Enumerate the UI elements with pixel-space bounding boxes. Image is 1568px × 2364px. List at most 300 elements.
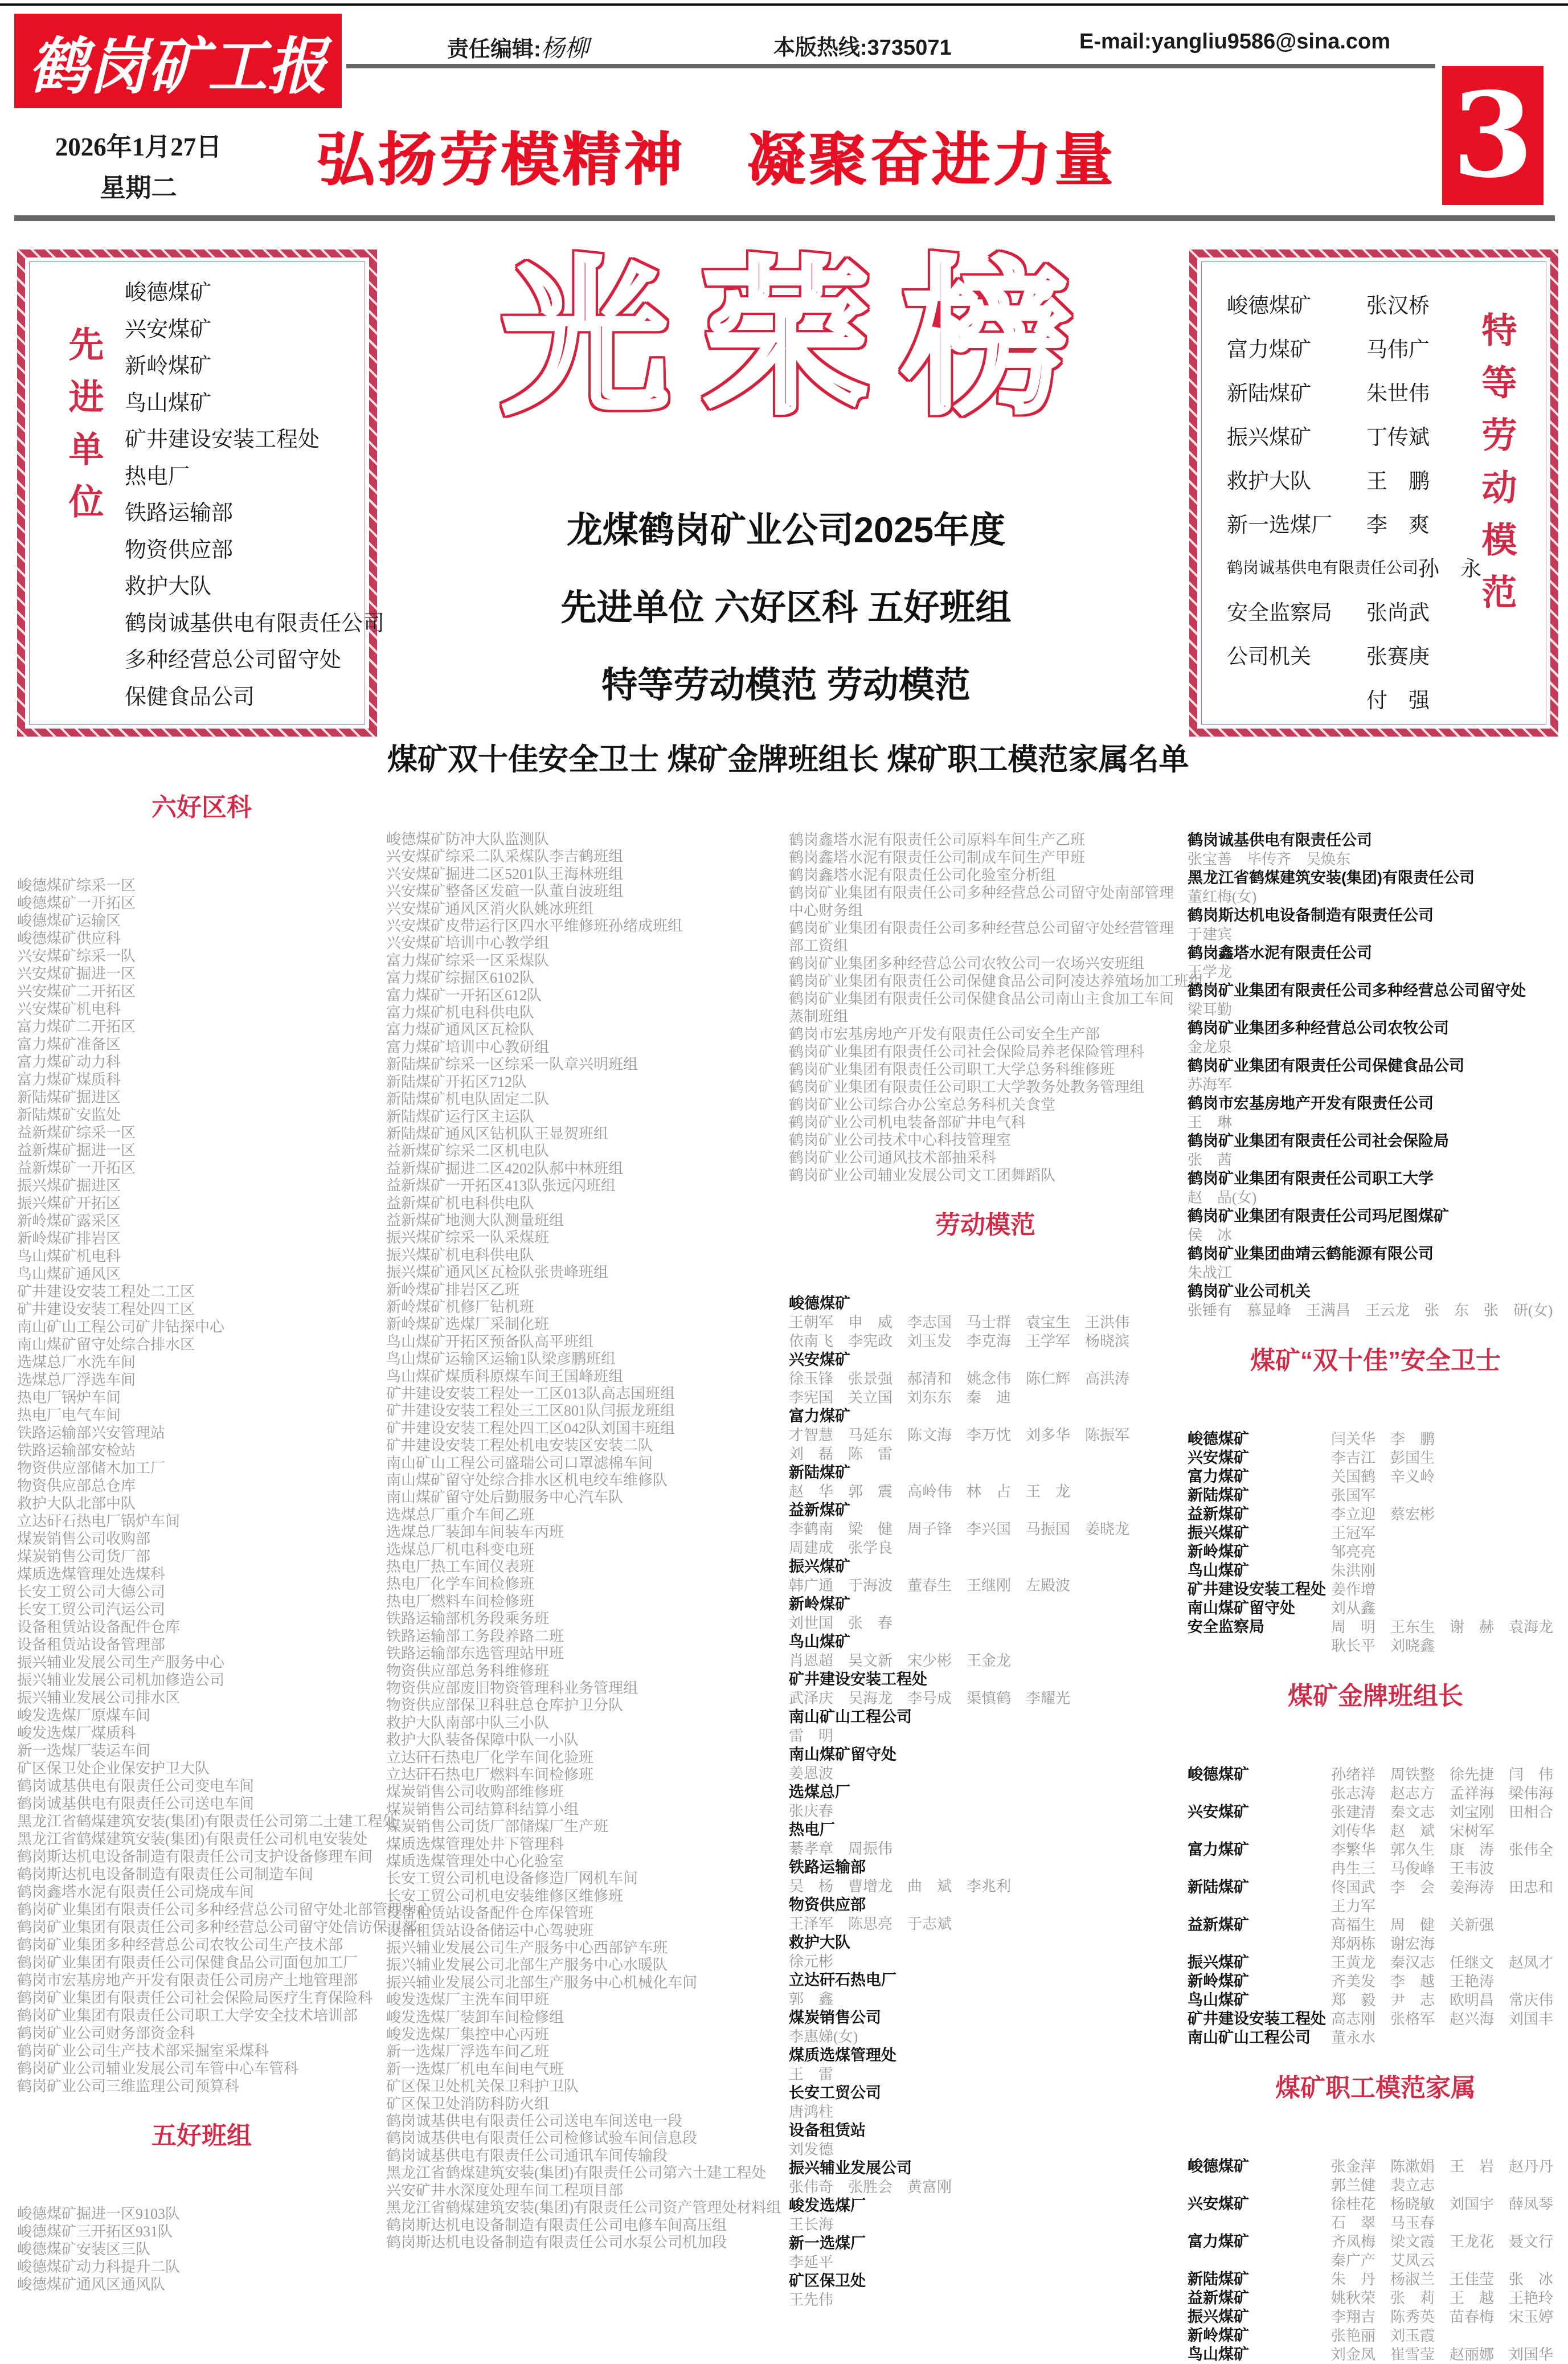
- line-text: 张宝善 毕传齐 吴焕东: [1188, 851, 1351, 868]
- line-text: 长安工贸公司汽运公司: [17, 1601, 166, 1618]
- line-text: 矿区保卫处企业保安护卫大队: [17, 1760, 210, 1777]
- list-line: [386, 1229, 785, 1246]
- line-text: 鸟山煤矿: [789, 1633, 850, 1650]
- unit-name: 振兴煤矿: [1227, 426, 1311, 449]
- list-line: [17, 1512, 386, 1530]
- list-line: [789, 902, 1182, 919]
- line-text: 煤炭销售公司货厂部: [17, 1548, 151, 1565]
- line-text: 振兴煤矿通风区瓦检队张贵峰班组: [386, 1264, 609, 1281]
- list-line: [789, 1482, 1182, 1501]
- advanced-units-box: [17, 250, 385, 737]
- line-text: 冉生三 马俊峰 王韦波: [1331, 1860, 1495, 1877]
- line-text: 振兴辅业发展公司机加修造公司: [17, 1672, 225, 1688]
- line-text: 富力煤矿通风区瓦检队: [386, 1021, 535, 1038]
- line-text: 董永水: [1331, 2030, 1376, 2046]
- list-line: [17, 2258, 386, 2276]
- list-line: [17, 1195, 386, 1212]
- list-line: [386, 883, 785, 900]
- list-line: [386, 1610, 785, 1627]
- line-text: 振兴辅业发展公司生产服务中心: [17, 1654, 225, 1671]
- line-text: 新岭煤矿露采区: [17, 1213, 121, 1229]
- line-text: 鸟山煤矿开拓区预备队高平班组: [386, 1333, 594, 1350]
- person-name: 丁传斌: [1366, 426, 1430, 449]
- list-line: [386, 1021, 785, 1038]
- line-text: 朱战江: [1188, 1265, 1233, 1281]
- line-text: 兴安煤矿掘进二区5201队王海林班组: [386, 865, 624, 882]
- line-text: 鹤岗矿业集团曲靖云鹤能源有限公司: [1188, 1245, 1434, 1262]
- advanced-unit-item: 鸟山煤矿: [125, 391, 212, 415]
- list-line: [386, 1472, 785, 1489]
- line-text: 才智慧 马延东 陈文海 李万忱 刘多华 陈振军: [789, 1427, 1130, 1443]
- line-text: 兴安煤矿通风区消火队姚冰班组: [386, 900, 594, 917]
- line-text: 富力煤矿一开拓区612队: [386, 987, 542, 1004]
- list-line: [789, 2084, 1182, 2103]
- unit-name: 峻德煤矿: [1227, 294, 1311, 318]
- list-line: [1188, 1038, 1563, 1057]
- unit-name: 矿井建设安装工程处: [1188, 2010, 1326, 2027]
- line-text: 五好班组: [152, 2122, 252, 2150]
- list-line: [386, 2113, 785, 2130]
- list-line: [789, 1407, 1182, 1426]
- line-text: 鸟山煤矿机电科: [17, 1248, 121, 1265]
- list-line: [1188, 1524, 1563, 1543]
- list-line: [386, 1437, 785, 1454]
- list-line: [17, 2077, 386, 2095]
- special-model-row: [1227, 588, 1477, 632]
- list-line: [386, 1663, 785, 1680]
- list-line: [789, 1839, 1182, 1858]
- list-line: [1188, 1934, 1563, 1953]
- list-line: [1188, 1132, 1563, 1151]
- list-line: [386, 1177, 785, 1195]
- list-line: [789, 1539, 1182, 1557]
- list-line: [17, 1919, 417, 1936]
- unit-name: 安全监察局: [1227, 601, 1332, 625]
- list-line: [789, 1802, 1182, 1821]
- line-text: 兴安煤矿培训中心教学组: [386, 935, 550, 952]
- list-line: [386, 1316, 785, 1333]
- list-line: [386, 970, 785, 987]
- line-text: 立达矸石热电厂化学车间化验班: [386, 1749, 594, 1766]
- list-line: [386, 1818, 785, 1835]
- list-line: [17, 1106, 386, 1124]
- line-text: 兴安矿井水深度处理车间工程项目部: [386, 2182, 624, 2199]
- list-line: [1188, 850, 1563, 869]
- line-text: 邹亮亮: [1331, 1544, 1376, 1560]
- column-1: [17, 767, 432, 2293]
- line-text: 矿井建设安装工程处三工区801队闫振龙班组: [386, 1402, 675, 1420]
- line-text: 长安工贸公司机电设备修造厂网机车间: [386, 1870, 638, 1887]
- list-line: [386, 2199, 785, 2216]
- special-model-workers-list: [1227, 281, 1482, 720]
- list-line: [1188, 869, 1563, 887]
- list-line: [1188, 1972, 1563, 1991]
- list-line: [17, 1142, 386, 1159]
- line-text: 峻发选煤厂原煤车间: [17, 1707, 151, 1724]
- list-line: [17, 1283, 386, 1300]
- line-text: 赵 晶(女): [1188, 1189, 1257, 1206]
- list-line: [386, 1593, 785, 1610]
- line-text: 峻德煤矿综采一区: [17, 877, 136, 894]
- subtitle-categories-1: 先进单位 六好区科 五好班组: [560, 588, 1012, 628]
- line-text: 张伟奇 张胜会 黄富刚: [789, 2179, 952, 2195]
- glory-roll-title: 光荣榜: [502, 242, 1104, 436]
- masthead-title: 鹤岗矿工报: [28, 30, 327, 103]
- list-line: [17, 1424, 386, 1442]
- line-text: 振兴煤矿综采一队采煤班: [386, 1229, 550, 1246]
- line-text: 韩广通 于海波 董春生 王继刚 左殿波: [789, 1577, 1071, 1594]
- unit-name: 峻德煤矿: [1188, 2158, 1249, 2175]
- line-text: 鹤岗诚基供电有限责任公司送电车间: [17, 1796, 255, 1812]
- list-line: [17, 1000, 386, 1018]
- list-line: [17, 1689, 386, 1707]
- line-text: 南山煤矿留守处综合排水区机电绞车维修队: [386, 1472, 668, 1489]
- line-text: 新岭煤矿排岩区: [17, 1230, 121, 1247]
- special-model-workers-box: [1189, 250, 1558, 737]
- list-line: [789, 1689, 1182, 1708]
- line-text: 南山矿山工程公司矿井钻探中心: [17, 1319, 225, 1335]
- list-line: [386, 1628, 785, 1645]
- line-text: 新陆煤矿运行区主运队: [386, 1108, 535, 1125]
- line-text: 侯 冰: [1188, 1227, 1233, 1244]
- list-line: [386, 2165, 785, 2182]
- line-text: 峻发选煤厂: [789, 2197, 866, 2214]
- line-text: 鹤岗矿业公司财务部资金科: [17, 2025, 195, 2042]
- line-text: 鹤岗矿业公司通风技术部抽采科: [789, 1150, 997, 1166]
- list-line: [386, 1385, 785, 1402]
- list-line: [789, 2140, 1182, 2159]
- list-line: [386, 1923, 785, 1940]
- list-line: [789, 1114, 1182, 1131]
- list-line: [17, 1212, 386, 1230]
- list-line: [789, 849, 1182, 866]
- line-text: 振兴煤矿掘进区: [17, 1177, 121, 1194]
- list-line: [789, 2159, 1182, 2178]
- line-text: 徐元彬: [789, 1953, 834, 1970]
- line-text: 苏海军: [1188, 1077, 1233, 1093]
- line-text: 新陆煤矿开拓区712队: [386, 1073, 527, 1090]
- line-text: 鹤岗市宏基房地产开发有限责任公司: [1188, 1095, 1434, 1112]
- list-line: [17, 1265, 386, 1283]
- list-line: [386, 1784, 785, 1801]
- line-text: 黑龙江省鹤煤建筑安装(集团)有限责任公司第六土建工程处: [386, 2165, 767, 2182]
- line-text: 煤炭销售公司: [789, 2009, 881, 2026]
- list-line: [789, 1167, 1182, 1184]
- list-line: [789, 1764, 1182, 1783]
- line-text: 立达矸石热电厂: [789, 1972, 896, 1989]
- line-text: 救护大队北部中队: [17, 1495, 136, 1512]
- line-text: 李翔吉 陈秀英 苗春梅 宋玉婷: [1331, 2309, 1554, 2325]
- line-text: 兴安煤矿整备区发碹一队董自波班组: [386, 883, 624, 900]
- date-block: [33, 126, 244, 208]
- list-line: [789, 1821, 1182, 1839]
- list-line: [17, 1654, 386, 1671]
- line-text: 王 琳: [1188, 1114, 1233, 1131]
- line-text: 物资供应部废旧物资管理科业务管理组: [386, 1679, 638, 1696]
- line-text: 振兴辅业发展公司生产服务中心西部铲车班: [386, 1940, 668, 1956]
- line-text: 矿井建设安装工程处: [789, 1671, 927, 1688]
- line-text: 王长海: [789, 2216, 834, 2233]
- line-text: 铁路运输部安检站: [17, 1442, 136, 1459]
- person-name: 王 鹏: [1366, 469, 1430, 493]
- line-text: 物资供应部保卫科驻总仓库护卫分队: [386, 1697, 624, 1714]
- list-line: [17, 1071, 386, 1089]
- list-line: [1188, 1803, 1563, 1822]
- line-text: 益新煤矿掘进一区: [17, 1142, 136, 1159]
- line-text: 鹤岗鑫塔水泥有限责任公司制成车间生产甲班: [789, 849, 1086, 866]
- line-text: 长安工贸公司大德公司: [17, 1584, 166, 1600]
- list-line: [17, 894, 386, 912]
- line-text: 南山煤矿留守处后勤服务中心汽车队: [386, 1489, 624, 1506]
- list-line: [789, 1078, 1182, 1096]
- list-line: [17, 912, 386, 930]
- list-line: [789, 2197, 1182, 2215]
- list-line: [1188, 1580, 1563, 1599]
- list-line: [789, 1210, 1182, 1240]
- list-line: [1188, 2073, 1563, 2103]
- list-line: [1188, 1599, 1563, 1618]
- list-line: [386, 2009, 785, 2026]
- list-line: [789, 1614, 1182, 1633]
- list-line: [386, 935, 785, 952]
- list-line: [386, 1853, 785, 1870]
- column-3: [789, 831, 1204, 2309]
- list-line: [789, 2046, 1182, 2065]
- line-text: 煤质选煤管理处: [789, 2047, 896, 2064]
- line-text: 热电厂燃料车间检修班: [386, 1593, 535, 1610]
- list-line: [386, 1004, 785, 1021]
- line-text: 王冠军: [1331, 1525, 1376, 1541]
- line-text: 煤矿“双十佳”安全卫士: [1250, 1347, 1501, 1375]
- list-line: [17, 1230, 386, 1248]
- line-text: 峻德煤矿一开拓区: [17, 895, 136, 911]
- line-text: 郑炳栋 谢宏海: [1331, 1936, 1435, 1952]
- line-text: 新陆煤矿安监处: [17, 1107, 121, 1123]
- list-line: [789, 1651, 1182, 1670]
- list-line: [789, 937, 1182, 955]
- list-line: [789, 1061, 1182, 1078]
- list-line: [17, 1124, 386, 1142]
- list-line: [17, 2060, 386, 2077]
- list-line: [789, 1043, 1182, 1061]
- list-line: [1188, 1188, 1563, 1207]
- list-line: [789, 1745, 1182, 1764]
- line-text: 选煤总厂机电科变电班: [386, 1541, 535, 1558]
- list-line: [1188, 1094, 1563, 1113]
- list-line: [17, 983, 386, 1000]
- line-text: 李立迎 蔡宏彬: [1331, 1506, 1435, 1523]
- line-text: 南山矿山工程公司盛瑞公司口罩滤棉车间: [386, 1454, 653, 1471]
- list-line: [386, 2026, 785, 2043]
- list-line: [17, 1583, 386, 1601]
- list-line: [386, 2217, 785, 2234]
- special-model-row: [1227, 413, 1477, 457]
- advanced-unit-item: 多种经营总公司留守处: [125, 648, 342, 672]
- list-line: [789, 955, 1182, 972]
- line-text: 峻德煤矿防冲大队监测队: [386, 831, 550, 848]
- line-text: 郭 鑫: [789, 1991, 834, 2007]
- title-block: [387, 242, 1189, 779]
- line-text: 鹤岗矿业集团有限责任公司保健食品公司阿凌达养殖场加工班组: [789, 973, 1204, 989]
- list-line: [789, 866, 1182, 884]
- line-text: 设备租赁站设备配件仓库: [17, 1619, 181, 1635]
- line-text: 金龙泉: [1188, 1039, 1233, 1056]
- line-text: 煤质选煤管理处选煤科: [17, 1566, 166, 1582]
- line-text: 鹤岗鑫塔水泥有限责任公司: [1188, 944, 1372, 962]
- list-line: [789, 831, 1182, 849]
- line-text: 徐桂花 杨晓敏 刘国宇 薛凤琴: [1331, 2196, 1554, 2212]
- list-line: [17, 1406, 386, 1424]
- list-line: [1188, 1822, 1563, 1841]
- line-text: 石 翠 马玉春: [1331, 2215, 1435, 2231]
- line-text: 铁路运输部机务段乘务班: [386, 1610, 550, 1627]
- line-text: 郭兰健 裴立志: [1331, 2177, 1435, 2194]
- list-line: [386, 2130, 785, 2147]
- list-line: [386, 1524, 785, 1541]
- list-line: [386, 1870, 785, 1887]
- line-text: 长安工贸公司机电安装维修区维修班: [386, 1887, 624, 1904]
- line-text: 鹤岗诚基供电有限责任公司检修试验车间信息段: [386, 2130, 698, 2147]
- list-line: [1188, 2232, 1563, 2251]
- list-line: [17, 1353, 386, 1371]
- line-text: 富力煤矿机电科供电队: [386, 1004, 535, 1021]
- line-text: 兴安煤矿综采二队采煤队李吉鹤班组: [386, 848, 624, 865]
- line-text: 鹤岗矿业集团有限责任公司玛尼图煤矿: [1188, 1208, 1449, 1225]
- list-line: [789, 1727, 1182, 1745]
- line-text: 李繁华 郭久生 康 涛 张伟全: [1331, 1842, 1554, 1858]
- list-line: [789, 1858, 1182, 1877]
- list-line: [789, 1149, 1182, 1167]
- email: E-mail:yangliu9586@sina.com: [1079, 30, 1391, 54]
- list-line: [386, 1247, 785, 1264]
- page-number: 3: [1452, 67, 1534, 204]
- list-line: [1188, 1467, 1563, 1486]
- line-text: 立达矸石热电厂锅炉车间: [17, 1513, 181, 1529]
- list-line: [17, 2007, 386, 2024]
- date-line: 2026年1月27日: [55, 133, 222, 161]
- line-text: 周建成 张学良: [789, 1540, 893, 1556]
- advanced-unit-item: 铁路运输部: [125, 501, 234, 525]
- list-line: [386, 1836, 785, 1853]
- list-line: [17, 1442, 386, 1459]
- line-text: 周 明 王东生 谢 赫 袁海龙: [1331, 1619, 1554, 1635]
- list-line: [789, 990, 1182, 1008]
- list-line: [789, 2253, 1182, 2272]
- list-line: [1188, 1019, 1563, 1038]
- line-text: 部工资组: [789, 938, 849, 954]
- line-text: 兴安煤矿皮带运行区四水平维修班孙绪成班组: [386, 918, 683, 935]
- unit-name: 救护大队: [1227, 469, 1311, 493]
- list-line: [17, 1601, 386, 1618]
- list-line: [17, 1248, 386, 1265]
- list-line: [1188, 1543, 1563, 1561]
- line-text: 蒸制班组: [789, 1008, 849, 1025]
- list-line: [789, 2027, 1182, 2046]
- line-text: 振兴煤矿机电科供电队: [386, 1246, 535, 1263]
- line-text: 煤质选煤管理处井下管理科: [386, 1835, 564, 1852]
- line-text: 热电厂热工车间仪表班: [386, 1559, 535, 1576]
- editor-line: [447, 30, 589, 64]
- advanced-unit-item: 新岭煤矿: [125, 354, 212, 378]
- unit-name: 兴安煤矿: [1188, 1803, 1249, 1821]
- list-line: [1188, 1859, 1563, 1878]
- list-line: [789, 2291, 1182, 2309]
- list-line: [1188, 1075, 1563, 1094]
- line-text: 鹤岗矿业集团有限责任公司多种经营总公司留守处北部管理中心: [17, 1901, 432, 1918]
- line-text: 煤质选煤管理处中心化验室: [386, 1852, 564, 1870]
- list-line: [17, 930, 386, 947]
- line-text: 鹤岗矿业集团有限责任公司保健食品公司面包加工厂: [17, 1954, 358, 1971]
- special-model-row: [1227, 545, 1482, 588]
- list-line: [789, 1388, 1182, 1407]
- person-name: 张汉桥: [1366, 294, 1430, 318]
- list-line: [386, 1455, 785, 1472]
- list-line: [1188, 981, 1563, 1000]
- list-line: [17, 1954, 386, 1972]
- line-text: 佟国武 李 会 姜海涛 田忠和: [1331, 1879, 1554, 1896]
- list-line: [386, 2043, 785, 2060]
- list-line: [789, 2234, 1182, 2253]
- list-line: [17, 1159, 386, 1177]
- list-line: [789, 1369, 1182, 1388]
- list-line: [1188, 2251, 1563, 2270]
- line-text: 兴安煤矿: [789, 1351, 850, 1368]
- list-line: [386, 1991, 785, 2009]
- list-line: [386, 2234, 785, 2251]
- line-text: 益新煤矿地测大队测量班组: [386, 1212, 564, 1229]
- list-line: [386, 1507, 785, 1524]
- list-line: [789, 2272, 1182, 2291]
- line-text: 张志涛 赵志方 孟祥海 梁伟海: [1331, 1785, 1554, 1802]
- line-text: 张金萍 陈漱娟 王 岩 赵丹丹: [1331, 2158, 1554, 2175]
- list-line: [386, 866, 785, 883]
- line-text: 振兴煤矿: [789, 1558, 850, 1575]
- line-text: 王泽军 陈思亮 于志斌: [789, 1916, 952, 1932]
- list-line: [386, 1974, 785, 1991]
- person-name: 朱世伟: [1366, 382, 1430, 406]
- list-line: [386, 1299, 785, 1316]
- list-line: [789, 972, 1204, 990]
- line-text: 振兴辅业发展公司: [789, 2159, 912, 2177]
- line-text: 李吉江 彭国生: [1331, 1450, 1435, 1466]
- line-text: 热电厂: [789, 1821, 835, 1838]
- list-line: [386, 2061, 785, 2078]
- hotline: 本版热线:3735071: [773, 36, 952, 60]
- list-line: [1188, 963, 1563, 981]
- list-line: [17, 1459, 386, 1477]
- line-text: 鹤岗诚基供电有限责任公司送电车间送电一段: [386, 2113, 683, 2130]
- list-line: [17, 1707, 386, 1724]
- list-line: [789, 1294, 1182, 1313]
- line-text: 鹤岗矿业集团有限责任公司多种经营总公司留守处南部管理: [789, 885, 1174, 901]
- unit-name: 振兴煤矿: [1188, 1524, 1249, 1541]
- list-line: [1188, 906, 1563, 925]
- list-line: [789, 1783, 1182, 1802]
- list-line: [1188, 2214, 1563, 2232]
- list-line: [386, 1957, 785, 1974]
- unit-name: 鸟山煤矿: [1188, 1562, 1249, 1579]
- line-text: 峻发选煤厂装卸车间检修组: [386, 2009, 564, 2026]
- line-text: 鹤岗诚基供电有限责任公司: [1188, 832, 1372, 849]
- line-text: 煤矿金牌班组长: [1288, 1682, 1463, 1710]
- list-line: [1188, 831, 1563, 850]
- list-line: [386, 987, 785, 1004]
- list-line: [17, 1318, 386, 1336]
- list-line: [1188, 887, 1563, 906]
- list-line: [386, 831, 785, 848]
- special-model-row: [1227, 676, 1477, 720]
- line-text: 鹤岗诚基供电有限责任公司变电车间: [17, 1778, 255, 1794]
